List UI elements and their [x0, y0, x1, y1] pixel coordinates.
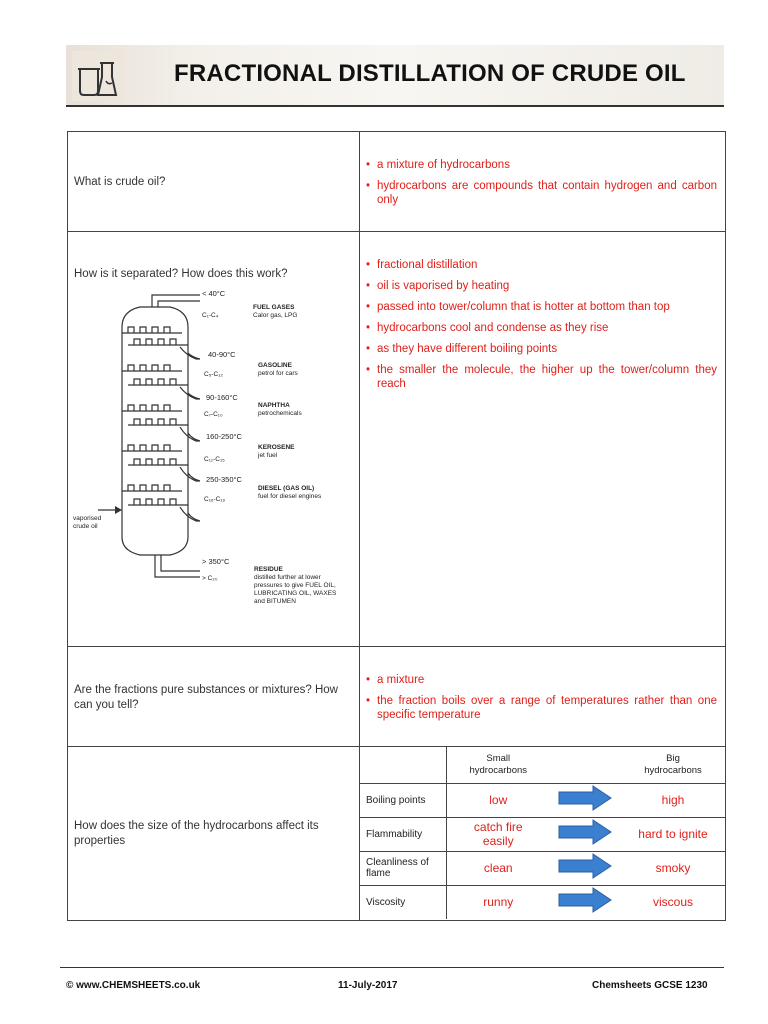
- residue-use-line: LUBRICATING OIL, WAXES: [254, 590, 337, 597]
- fraction-temp: 90-160°C: [206, 393, 238, 402]
- table-row: [68, 232, 726, 647]
- residue-carbon: > C₂₀: [202, 575, 218, 582]
- answer-item: • the smaller the molecule, the higher up the tower/column they reach: [366, 363, 717, 391]
- answer-item: • the fraction boils over a range of temperatures rather than one specific temperature: [366, 694, 717, 722]
- answer-list: [360, 132, 725, 207]
- big-value: viscous: [620, 885, 726, 919]
- fraction-name: GASOLINE: [258, 362, 292, 369]
- header-big: Big: [666, 752, 680, 764]
- question-text: How is it separated? How does this work?: [74, 268, 288, 280]
- big-value: high: [620, 783, 726, 817]
- answer-item: • oil is vaporised by heating: [366, 279, 717, 293]
- right-arrow-icon: [557, 887, 613, 913]
- fraction-name: DIESEL (GAS OIL): [258, 485, 315, 492]
- small-value: clean: [446, 851, 550, 885]
- residue-use-line: and BITUMEN: [254, 598, 296, 605]
- footer-code: Chemsheets GCSE 1230: [592, 980, 708, 991]
- right-arrow-icon: [557, 785, 613, 811]
- question-text: Are the fractions pure substances or mixtures? How can you tell?: [74, 684, 338, 711]
- fraction-name: KEROSENE: [258, 444, 295, 451]
- property-label: Cleanliness of flame: [360, 851, 446, 885]
- answer-item: • passed into tower/column that is hotter at bottom than top: [366, 300, 717, 314]
- property-label: Boiling points: [360, 783, 446, 817]
- fraction-use: petrol for cars: [258, 370, 298, 377]
- table-row: [68, 132, 726, 232]
- right-arrow-icon: [557, 853, 613, 879]
- fraction-temp: 40-90°C: [208, 350, 236, 359]
- property-row: [360, 851, 726, 885]
- answer-list: [360, 647, 725, 722]
- answer-item: • hydrocarbons cool and condense as they rise: [366, 321, 717, 335]
- fraction-name: NAPHTHA: [258, 402, 290, 409]
- small-value: catch fire easily: [446, 817, 550, 851]
- property-row: [360, 783, 726, 817]
- fraction-carbon: C₁₁-C₁₅: [204, 456, 225, 463]
- footer-divider: [60, 967, 724, 968]
- lab-glassware-icon: [72, 51, 122, 101]
- answer-item: • fractional distillation: [366, 258, 717, 272]
- small-value: low: [446, 783, 550, 817]
- fraction-use: petrochemicals: [258, 410, 302, 417]
- small-value: runny: [446, 885, 550, 919]
- big-value: smoky: [620, 851, 726, 885]
- fraction-use: Calor gas, LPG: [253, 312, 298, 319]
- header-small: Small: [486, 752, 511, 764]
- fraction-carbon: C₁₆-C₁₉: [204, 496, 226, 503]
- property-row: [360, 885, 726, 919]
- answer-list: [360, 232, 725, 391]
- footer-date: 11-July-2017: [338, 980, 398, 991]
- residue-temp: > 350°C: [202, 557, 230, 566]
- right-arrow-icon: [557, 819, 613, 845]
- big-value: hard to ignite: [620, 817, 726, 851]
- fraction-temp: 160-250°C: [206, 432, 242, 441]
- fraction-carbon: C₅-C₁₂: [204, 371, 223, 378]
- fraction-carbon: C₁-C₄: [202, 312, 219, 319]
- answer-item: • a mixture: [366, 673, 717, 687]
- properties-table: [360, 747, 726, 919]
- fraction-use: fuel for diesel engines: [258, 493, 322, 500]
- page-header: [66, 45, 724, 107]
- fraction-temp: 250-350°C: [206, 475, 242, 484]
- answer-item: • hydrocarbons are compounds that contain hydrogen and carbon only: [366, 179, 717, 207]
- property-row: [360, 817, 726, 851]
- answer-item: • as they have different boiling points: [366, 342, 717, 356]
- answer-item: • a mixture of hydrocarbons: [366, 158, 717, 172]
- page-title: FRACTIONAL DISTILLATION OF CRUDE OIL: [174, 60, 686, 87]
- input-label: vaporised crude oil: [73, 515, 102, 530]
- footer-website: © www.CHEMSHEETS.co.uk: [66, 980, 201, 991]
- question-text: What is crude oil?: [74, 176, 166, 188]
- fraction-temp: < 40°C: [202, 289, 226, 298]
- qa-table: [67, 131, 726, 921]
- properties-header: Small hydrocarbons Big hydrocarbons: [360, 747, 726, 783]
- property-label: Flammability: [360, 817, 446, 851]
- property-label: Viscosity: [360, 885, 446, 919]
- fraction-name: FUEL GASES: [253, 304, 295, 311]
- fraction-use: jet fuel: [258, 452, 278, 459]
- table-row: [68, 747, 726, 921]
- question-text: How does the size of the hydrocarbons affect its properties: [74, 819, 319, 847]
- residue-use-line: pressures to give FUEL OIL,: [254, 582, 336, 589]
- residue-use-line: distilled further at lower: [254, 574, 321, 581]
- table-row: [68, 647, 726, 747]
- fraction-carbon: C₇-C₁₀: [204, 411, 223, 418]
- residue-name: RESIDUE: [254, 566, 283, 573]
